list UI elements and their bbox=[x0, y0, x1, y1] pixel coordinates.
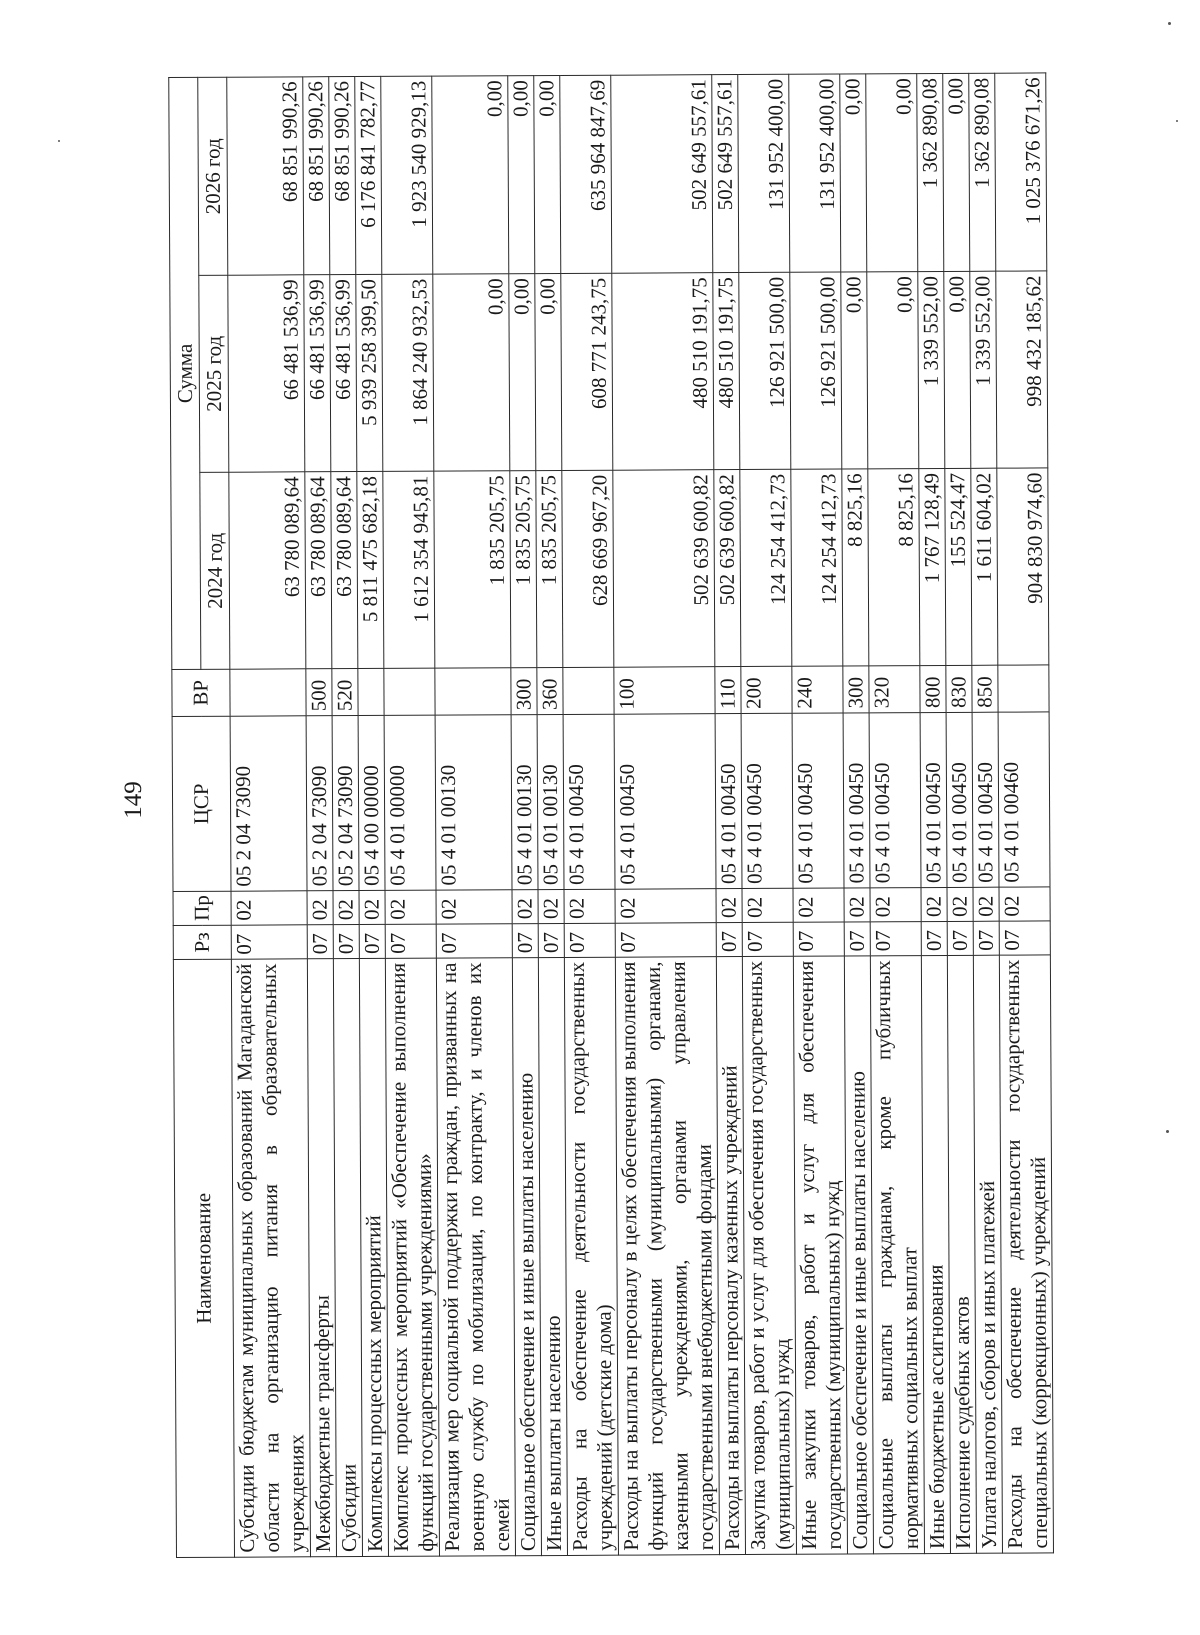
row-sum-2026: 131 952 400,00 bbox=[738, 74, 790, 272]
row-csr: 05 4 01 00460 bbox=[998, 712, 1050, 887]
row-vr: 360 bbox=[537, 667, 563, 714]
row-pr: 02 bbox=[385, 890, 436, 924]
row-pr: 02 bbox=[742, 888, 793, 922]
row-csr: 05 4 01 00450 bbox=[920, 712, 947, 887]
row-vr bbox=[384, 668, 435, 715]
row-rz: 07 bbox=[333, 925, 359, 959]
row-csr: 05 2 04 73090 bbox=[306, 716, 333, 891]
row-vr: 240 bbox=[792, 666, 843, 713]
row-sum-2024: 1 835 205,75 bbox=[536, 470, 563, 667]
row-pr: 02 bbox=[999, 887, 1050, 921]
row-name: Исполнение судебных актов bbox=[947, 955, 976, 1553]
row-vr: 320 bbox=[869, 666, 920, 713]
header-vr: ВР bbox=[172, 669, 230, 716]
row-name: Иные выплаты населению bbox=[538, 957, 567, 1555]
table-row bbox=[789, 74, 848, 1554]
row-vr: 300 bbox=[511, 668, 537, 715]
row-csr: 05 2 04 73090 bbox=[230, 716, 307, 891]
budget-table bbox=[168, 72, 1054, 1558]
row-sum-2024: 502 639 600,82 bbox=[613, 470, 715, 668]
row-sum-2024: 63 780 089,64 bbox=[229, 472, 306, 669]
row-rz: 07 bbox=[999, 921, 1050, 955]
row-csr: 05 4 01 00450 bbox=[972, 712, 999, 887]
row-csr: 05 4 01 00130 bbox=[511, 715, 538, 890]
row-vr bbox=[230, 669, 306, 716]
row-sum-2026: 0,00 bbox=[432, 76, 509, 274]
row-sum-2024: 124 254 412,73 bbox=[791, 469, 843, 666]
row-csr: 05 4 01 00450 bbox=[792, 713, 844, 888]
row-sum-2024: 8 825,16 bbox=[868, 469, 920, 666]
row-vr: 830 bbox=[946, 665, 972, 712]
row-name: Субсидии бюджетам муниципальных образований Магаданской области на организацию питания в образовательных учреждениях bbox=[231, 959, 310, 1557]
row-rz: 07 bbox=[307, 925, 333, 959]
row-rz: 07 bbox=[385, 924, 436, 958]
row-csr: 05 4 01 00000 bbox=[384, 715, 436, 890]
row-sum-2024: 1 612 354 945,81 bbox=[383, 471, 435, 668]
row-rz: 07 bbox=[742, 922, 793, 956]
row-csr: 05 4 01 00130 bbox=[435, 715, 512, 890]
header-rz: Рз bbox=[173, 925, 231, 959]
table-row bbox=[995, 73, 1054, 1553]
row-csr: 05 4 01 00450 bbox=[741, 713, 793, 888]
row-sum-2025: 608 771 243,75 bbox=[561, 273, 613, 470]
row-sum-2025: 1 339 552,00 bbox=[970, 271, 997, 468]
row-pr: 02 bbox=[538, 889, 564, 923]
row-sum-2026: 1 362 890,08 bbox=[917, 73, 944, 271]
table-row bbox=[611, 75, 720, 1556]
row-csr: 05 4 01 00130 bbox=[537, 714, 564, 889]
row-name: Иные закупки товаров, работ и услуг для обеспечения государственных (муниципальных) нужд bbox=[793, 956, 847, 1554]
row-sum-2026: 68 851 990,26 bbox=[227, 77, 304, 275]
row-sum-2025: 0,00 bbox=[841, 272, 868, 469]
row-pr: 02 bbox=[947, 887, 973, 921]
row-vr bbox=[435, 668, 511, 715]
row-rz: 07 bbox=[538, 923, 564, 957]
scan-speck bbox=[1166, 1130, 1169, 1133]
row-sum-2025: 998 432 185,62 bbox=[996, 271, 1048, 468]
row-sum-2024: 628 669 967,20 bbox=[562, 470, 614, 667]
row-pr: 02 bbox=[793, 888, 844, 922]
row-rz: 07 bbox=[921, 921, 947, 955]
row-pr: 02 bbox=[564, 889, 615, 923]
row-pr: 02 bbox=[973, 887, 999, 921]
row-pr: 02 bbox=[870, 888, 921, 922]
row-rz: 07 bbox=[793, 922, 844, 956]
row-sum-2025: 66 481 536,99 bbox=[304, 275, 331, 472]
row-pr: 02 bbox=[716, 889, 742, 923]
row-rz: 07 bbox=[231, 925, 307, 959]
row-name: Расходы на выплаты персоналу казенных учреждений bbox=[716, 957, 745, 1555]
row-sum-2026: 1 923 540 929,13 bbox=[381, 76, 433, 274]
row-vr: 500 bbox=[306, 669, 332, 716]
row-sum-2025: 0,00 bbox=[509, 274, 536, 471]
row-sum-2026: 0,00 bbox=[508, 76, 535, 274]
row-sum-2026: 502 649 557,61 bbox=[712, 75, 739, 273]
row-csr: 05 4 01 00450 bbox=[715, 714, 742, 889]
row-sum-2024: 5 811 475 682,18 bbox=[357, 471, 384, 668]
row-sum-2025: 66 481 536,99 bbox=[330, 275, 357, 472]
table-header bbox=[169, 77, 235, 1557]
row-sum-2025: 480 510 191,75 bbox=[713, 273, 740, 470]
row-name: Реализация мер социальной поддержки граждан, призванных на военную службу по мобилизации, по контракту, и членов их семей bbox=[436, 958, 515, 1556]
header-sum-group: Сумма bbox=[169, 77, 201, 669]
row-rz: 07 bbox=[947, 921, 973, 955]
table-row bbox=[560, 75, 619, 1555]
row-sum-2024: 1 611 604,02 bbox=[971, 468, 998, 665]
row-sum-2025: 126 921 500,00 bbox=[739, 272, 791, 469]
row-pr: 02 bbox=[307, 891, 333, 925]
row-vr: 850 bbox=[972, 665, 998, 712]
row-sum-2024: 1 767 128,49 bbox=[919, 468, 946, 665]
row-sum-2025: 5 939 258 399,50 bbox=[356, 274, 383, 471]
row-sum-2024: 124 254 412,73 bbox=[740, 469, 792, 666]
row-rz: 07 bbox=[973, 921, 999, 955]
row-sum-2025: 0,00 bbox=[535, 273, 562, 470]
row-sum-2026: 0,00 bbox=[943, 73, 970, 271]
header-year-2024: 2024 год bbox=[200, 472, 230, 669]
row-vr bbox=[563, 667, 614, 714]
row-sum-2024: 63 780 089,64 bbox=[331, 472, 358, 669]
row-csr: 05 4 00 00000 bbox=[358, 715, 385, 890]
row-pr: 02 bbox=[844, 888, 870, 922]
row-sum-2025: 1 339 552,00 bbox=[918, 271, 945, 468]
row-sum-2026: 502 649 557,61 bbox=[611, 75, 713, 274]
row-vr: 100 bbox=[614, 667, 715, 715]
header-year-2026: 2026 год bbox=[198, 77, 228, 275]
row-sum-2024: 502 639 600,82 bbox=[714, 470, 741, 667]
row-csr: 05 4 01 00450 bbox=[946, 712, 973, 887]
row-sum-2024: 8 825,16 bbox=[842, 469, 869, 666]
table-row bbox=[381, 76, 440, 1556]
row-rz: 07 bbox=[716, 923, 742, 957]
row-vr: 110 bbox=[715, 667, 741, 714]
scan-speck bbox=[58, 140, 60, 142]
row-pr: 02 bbox=[359, 890, 385, 924]
scan-speck bbox=[1176, 120, 1178, 122]
header-csr: ЦСР bbox=[172, 716, 231, 891]
table-row bbox=[866, 74, 925, 1554]
row-vr: 300 bbox=[843, 666, 869, 713]
header-year-2025: 2025 год bbox=[199, 275, 229, 472]
row-sum-2024: 1 835 205,75 bbox=[510, 471, 537, 668]
row-name: Комплексы процессных мероприятий bbox=[359, 958, 388, 1556]
row-sum-2025: 66 481 536,99 bbox=[228, 275, 305, 472]
table-row bbox=[738, 74, 797, 1554]
row-csr: 05 4 01 00450 bbox=[843, 713, 870, 888]
row-sum-2026: 0,00 bbox=[534, 75, 561, 273]
row-name: Субсидии bbox=[333, 959, 362, 1557]
row-csr: 05 4 01 00450 bbox=[869, 713, 921, 888]
row-sum-2025: 0,00 bbox=[867, 272, 919, 469]
row-sum-2025: 0,00 bbox=[433, 274, 510, 471]
header-pr: Пр bbox=[173, 891, 231, 925]
row-name: Социальное обеспечение и иные выплаты населению bbox=[844, 956, 873, 1554]
row-sum-2025: 0,00 bbox=[944, 271, 971, 468]
row-sum-2026: 131 952 400,00 bbox=[789, 74, 841, 272]
scan-speck bbox=[1168, 22, 1171, 25]
row-sum-2024: 904 830 974,60 bbox=[997, 468, 1049, 665]
table-row bbox=[227, 77, 311, 1557]
row-rz: 07 bbox=[615, 923, 716, 958]
row-sum-2025: 480 510 191,75 bbox=[612, 273, 714, 471]
row-name: Расходы на выплаты персоналу в целях обеспечения выполнения функций государственными (муниципальными) органами, казенными учреждениями, органами управления государственными внебюджетными фондами bbox=[615, 957, 719, 1556]
row-sum-2024: 63 780 089,64 bbox=[305, 472, 332, 669]
row-pr: 02 bbox=[231, 891, 307, 925]
row-name: Расходы на обеспечение деятельности государственных учреждений (детские дома) bbox=[564, 957, 618, 1555]
row-sum-2024: 155 524,47 bbox=[945, 468, 972, 665]
header-name: Наименование bbox=[173, 959, 234, 1557]
row-name: Уплата налогов, сборов и иных платежей bbox=[973, 955, 1002, 1553]
row-name: Расходы на обеспечение деятельности государственных специальных (коррекционных) учреждений bbox=[999, 955, 1053, 1553]
row-csr: 05 2 04 73090 bbox=[332, 716, 359, 891]
row-vr bbox=[358, 668, 384, 715]
row-rz: 07 bbox=[512, 924, 538, 958]
row-pr: 02 bbox=[921, 887, 947, 921]
row-csr: 05 4 01 00450 bbox=[614, 714, 716, 890]
row-rz: 07 bbox=[564, 923, 615, 957]
row-vr: 200 bbox=[741, 666, 792, 713]
row-sum-2026: 68 851 990,26 bbox=[303, 77, 330, 275]
row-sum-2026: 0,00 bbox=[866, 74, 918, 272]
row-pr: 02 bbox=[512, 890, 538, 924]
row-sum-2025: 126 921 500,00 bbox=[790, 272, 842, 469]
table-body bbox=[227, 73, 1054, 1557]
row-rz: 07 bbox=[359, 924, 385, 958]
row-csr: 05 4 01 00450 bbox=[563, 714, 615, 889]
row-sum-2025: 1 864 240 932,53 bbox=[382, 274, 434, 471]
page-number: 149 bbox=[120, 781, 147, 819]
row-name: Социальные выплаты гражданам, кроме публичных нормативных социальных выплат bbox=[870, 956, 924, 1554]
row-name: Комплекс процессных мероприятий «Обеспечение выполнения функций государственными учреждениями» bbox=[385, 958, 439, 1556]
table-row bbox=[432, 76, 516, 1556]
row-pr: 02 bbox=[436, 890, 512, 924]
row-rz: 07 bbox=[844, 922, 870, 956]
row-sum-2026: 1 362 890,08 bbox=[969, 73, 996, 271]
row-sum-2026: 0,00 bbox=[840, 74, 867, 272]
row-vr: 800 bbox=[920, 665, 946, 712]
row-sum-2024: 1 835 205,75 bbox=[434, 471, 511, 668]
row-name: Социальное обеспечение и иные выплаты населению bbox=[512, 958, 541, 1556]
row-sum-2026: 68 851 990,26 bbox=[329, 77, 356, 275]
row-sum-2026: 6 176 841 782,77 bbox=[355, 76, 382, 274]
row-vr: 520 bbox=[332, 669, 358, 716]
row-rz: 07 bbox=[436, 924, 512, 958]
row-sum-2026: 635 964 847,69 bbox=[560, 75, 612, 273]
row-sum-2026: 1 025 376 671,26 bbox=[995, 73, 1047, 271]
row-name: Иные бюджетные ассигнования bbox=[921, 955, 950, 1553]
row-name: Закупка товаров, работ и услуг для обеспечения государственных (муниципальных) нужд bbox=[742, 956, 796, 1554]
row-name: Межбюджетные трансферты bbox=[307, 959, 336, 1557]
row-vr bbox=[998, 665, 1049, 712]
budget-table-page bbox=[168, 72, 1200, 1558]
row-pr: 02 bbox=[333, 891, 359, 925]
row-pr: 02 bbox=[615, 889, 716, 924]
row-rz: 07 bbox=[870, 922, 921, 956]
